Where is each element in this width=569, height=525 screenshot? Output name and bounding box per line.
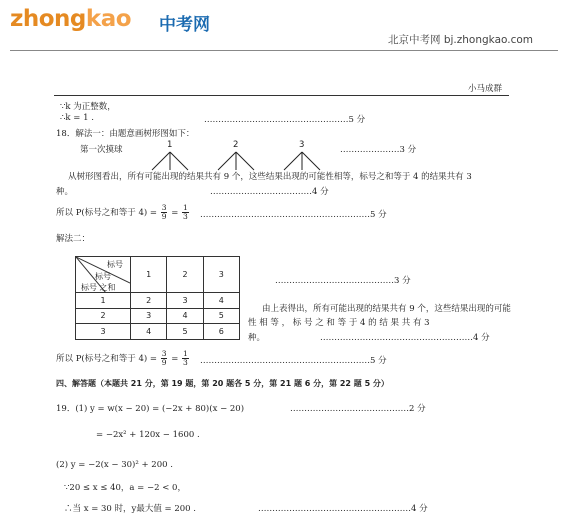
q19-part2: (2) y = −2(x − 30)² + 200 . xyxy=(56,460,173,470)
table-cell: 4 xyxy=(203,293,239,309)
table-cell: 3 xyxy=(167,293,203,309)
tree-node-2: 2 xyxy=(233,140,239,150)
tree-conclusion: 从树形图看出，所有可能出现的结果共有 9 个，这些结果出现的可能性相等，标号之和等于 4 的结果共有 3 xyxy=(68,172,472,182)
q18-method1: 18．解法一：由题意画树形图如下： xyxy=(56,129,195,139)
frac-den: 9 xyxy=(161,212,167,221)
frac-num: 3 xyxy=(161,203,167,212)
tree-conclusion-score: ………………………………4 分 xyxy=(210,187,329,197)
method-2: 解法二： xyxy=(56,234,91,244)
first-draw-label: 第一次摸球 xyxy=(80,145,123,155)
q19-part1-score: ……………………………………2 分 xyxy=(290,404,426,414)
probability-line-1 xyxy=(56,204,190,221)
col-header: 3 xyxy=(203,257,239,293)
header-divider xyxy=(10,50,558,51)
frac-den: 9 xyxy=(161,358,167,367)
site-header xyxy=(0,0,569,52)
col-header: 2 xyxy=(167,257,203,293)
q19-part1-expanded: = −2x² + 120x − 1600 . xyxy=(96,430,200,440)
q19-part2-condition: ∵20 ≤ x ≤ 40，a = −2 < 0， xyxy=(64,483,186,493)
logo-chinese: 中考网 xyxy=(159,15,210,35)
tree-conclusion-end: 种。 xyxy=(56,187,74,197)
tree-score: …………………3 分 xyxy=(340,145,417,155)
equals: = xyxy=(171,208,179,218)
content-top-rule xyxy=(54,95,509,96)
prob-label: 所以 P(标号之和等于 4) = xyxy=(56,208,157,218)
q19-part1: 19．(1) y = w(x − 20) = (−2x + 80)(x − 20) xyxy=(56,404,245,414)
table-cell: 5 xyxy=(203,308,239,324)
table-conclusion-1: 由上表得出，所有可能出现的结果共有 9 个，这些结果出现的可能 xyxy=(262,304,511,314)
prob-label: 所以 P(标号之和等于 4) = xyxy=(56,354,157,364)
fraction-3-9 xyxy=(161,350,168,367)
table-cell: 2 xyxy=(131,293,167,309)
probability-line-2 xyxy=(56,350,190,367)
frac-num: 1 xyxy=(183,203,188,212)
diag-top-label: 标号 xyxy=(107,260,123,269)
table-cell: 5 xyxy=(167,324,203,340)
section-4-heading: 四、解答题（本题共 21 分，第 19 题，第 20 题各 5 分，第 21 题 6 分，第 22 题 5 分） xyxy=(56,379,389,388)
q19-part2-score: ………………………………………………4 分 xyxy=(258,504,428,514)
sum-table xyxy=(75,256,240,340)
corner-label: 小马成群 xyxy=(468,84,503,94)
table-cell: 3 xyxy=(131,308,167,324)
q19-part2-max: ∴当 x = 30 时，y最大值 = 200 . xyxy=(64,504,196,514)
col-header: 1 xyxy=(131,257,167,293)
logo-part-kao: kao xyxy=(85,6,132,32)
site-url[interactable]: 北京中考网 bj.zhongkao.com xyxy=(388,34,534,46)
table-cell: 4 xyxy=(131,324,167,340)
frac-num: 1 xyxy=(183,349,188,358)
equals: = xyxy=(171,354,179,364)
table-conclusion-2: 性 相 等 ， 标 号 之 和 等 于 4 的 结 果 共 有 3 xyxy=(248,318,430,328)
frac-den: 3 xyxy=(183,212,188,221)
diagonal-header-cell xyxy=(76,257,131,293)
diag-mid-label: 标号 xyxy=(95,272,111,281)
row-header: 3 xyxy=(76,324,131,340)
logo-part-zhong: zhong xyxy=(10,6,86,32)
row-header: 2 xyxy=(76,308,131,324)
row-header: 1 xyxy=(76,293,131,309)
line-k-positive: ∵k 为正整数， xyxy=(60,102,116,112)
table-conclusion-3: 种。 xyxy=(248,333,266,343)
fraction-1-3 xyxy=(182,350,189,367)
table-conclusion-score: ………………………………………………4 分 xyxy=(320,333,490,343)
diag-bottom-label: 标号 之和 xyxy=(81,283,116,292)
table-score: ……………………………………3 分 xyxy=(275,276,411,286)
fraction-1-3 xyxy=(182,204,189,221)
table-cell: 6 xyxy=(203,324,239,340)
probability-score-1: ……………………………………………………5 分 xyxy=(200,210,387,220)
site-logo[interactable] xyxy=(10,6,131,32)
frac-den: 3 xyxy=(183,358,188,367)
probability-score-2: ……………………………………………………5 分 xyxy=(200,356,387,366)
tree-node-1: 1 xyxy=(167,140,173,150)
line-k-equals: ∴k = 1 . xyxy=(60,113,94,123)
tree-node-3: 3 xyxy=(299,140,305,150)
table-cell: 4 xyxy=(167,308,203,324)
frac-num: 3 xyxy=(161,349,167,358)
score-dots: ……………………………………………5 分 xyxy=(204,115,366,125)
fraction-3-9 xyxy=(161,204,168,221)
